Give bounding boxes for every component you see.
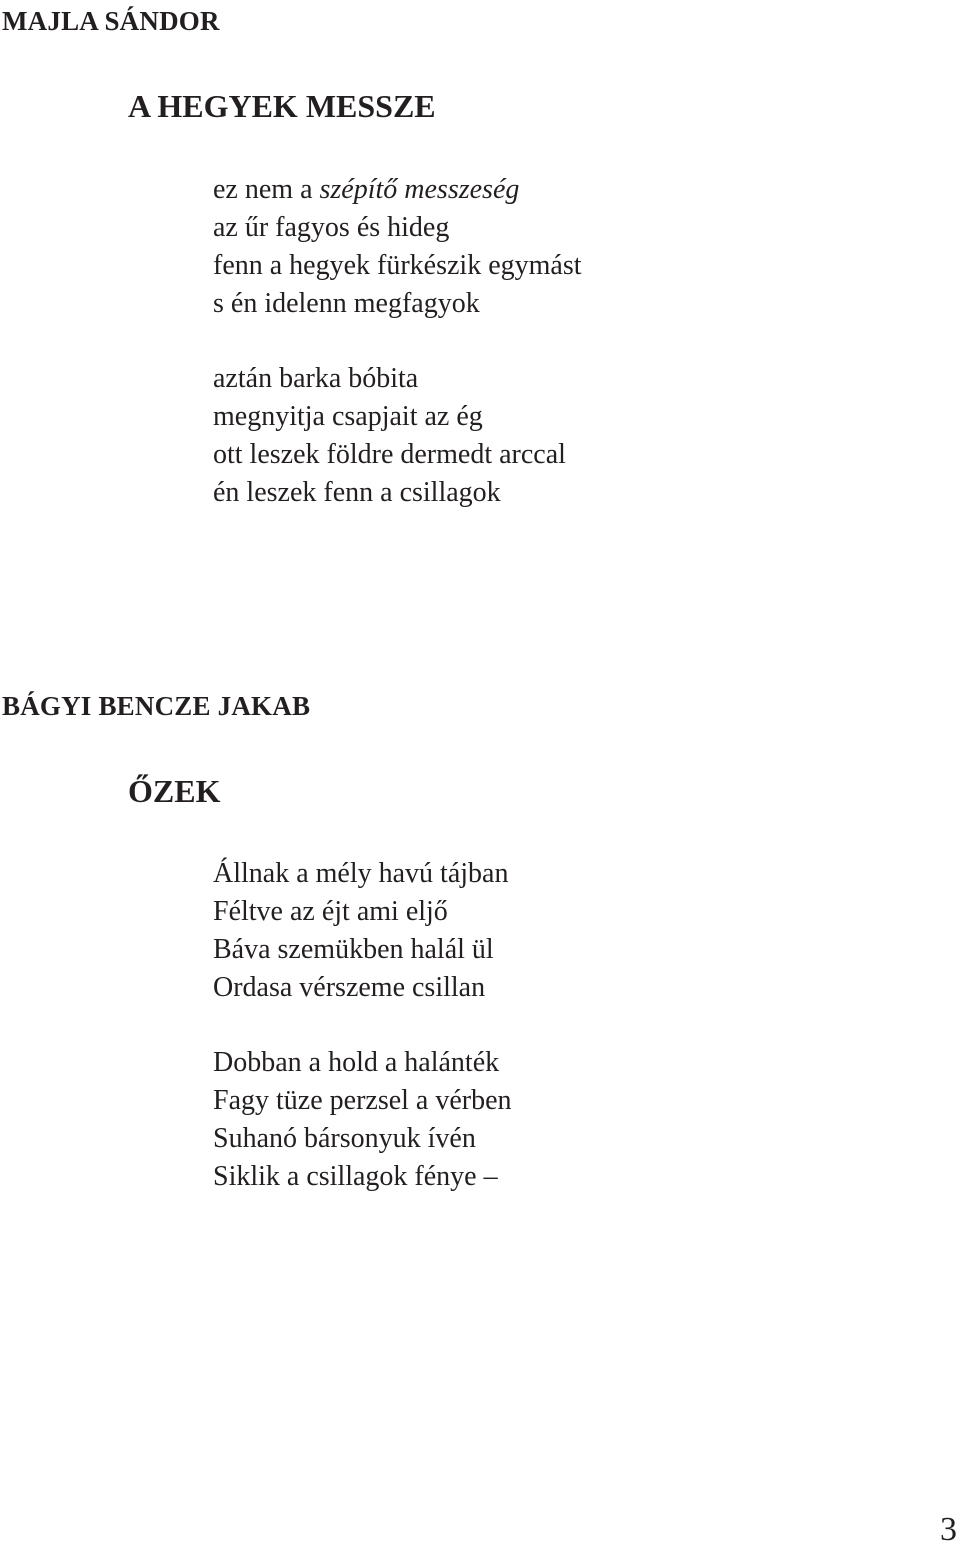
poem-line: Ordasa vérszeme csillan [213, 972, 486, 1003]
poem-line: fenn a hegyek fürkészik egymást [213, 250, 582, 281]
poem-line: aztán barka bóbita [213, 363, 419, 394]
poem-line: Suhanó bársonyuk ívén [213, 1123, 476, 1154]
poem-line: Dobban a hold a halánték [213, 1047, 500, 1078]
poem-line: én leszek fenn a csillagok [213, 477, 501, 508]
author-name: MAJLA SÁNDOR [2, 6, 220, 36]
poem-line: az űr fagyos és hideg [213, 212, 450, 243]
poem-line: Állnak a mély havú tájban [213, 858, 509, 889]
stanza [213, 360, 566, 512]
page-number: 3 [940, 1511, 957, 1548]
stanza [213, 1044, 512, 1196]
poem-line: megnyitja csapjait az ég [213, 401, 483, 432]
poem-line-italic: szépítő messzeség [319, 174, 520, 205]
poem-line: Siklik a csillagok fénye – [213, 1161, 498, 1192]
poem-line: Fagy tüze perzsel a vérben [213, 1085, 512, 1116]
stanza [213, 171, 582, 323]
author-name: BÁGYI BENCZE JAKAB [2, 691, 311, 721]
poem-title: A HEGYEK MESSZE [128, 88, 436, 124]
poem-line: s én idelenn megfagyok [213, 288, 480, 319]
stanza [213, 855, 508, 1007]
poem-line-text: ez nem a [213, 174, 320, 205]
poem-line: Báva szemükben halál ül [213, 934, 494, 965]
poem-title: ŐZEK [128, 773, 221, 809]
poem-line [213, 171, 582, 209]
poem-line: ott leszek földre dermedt arccal [213, 439, 566, 470]
poem-line: Féltve az éjt ami eljő [213, 896, 448, 927]
